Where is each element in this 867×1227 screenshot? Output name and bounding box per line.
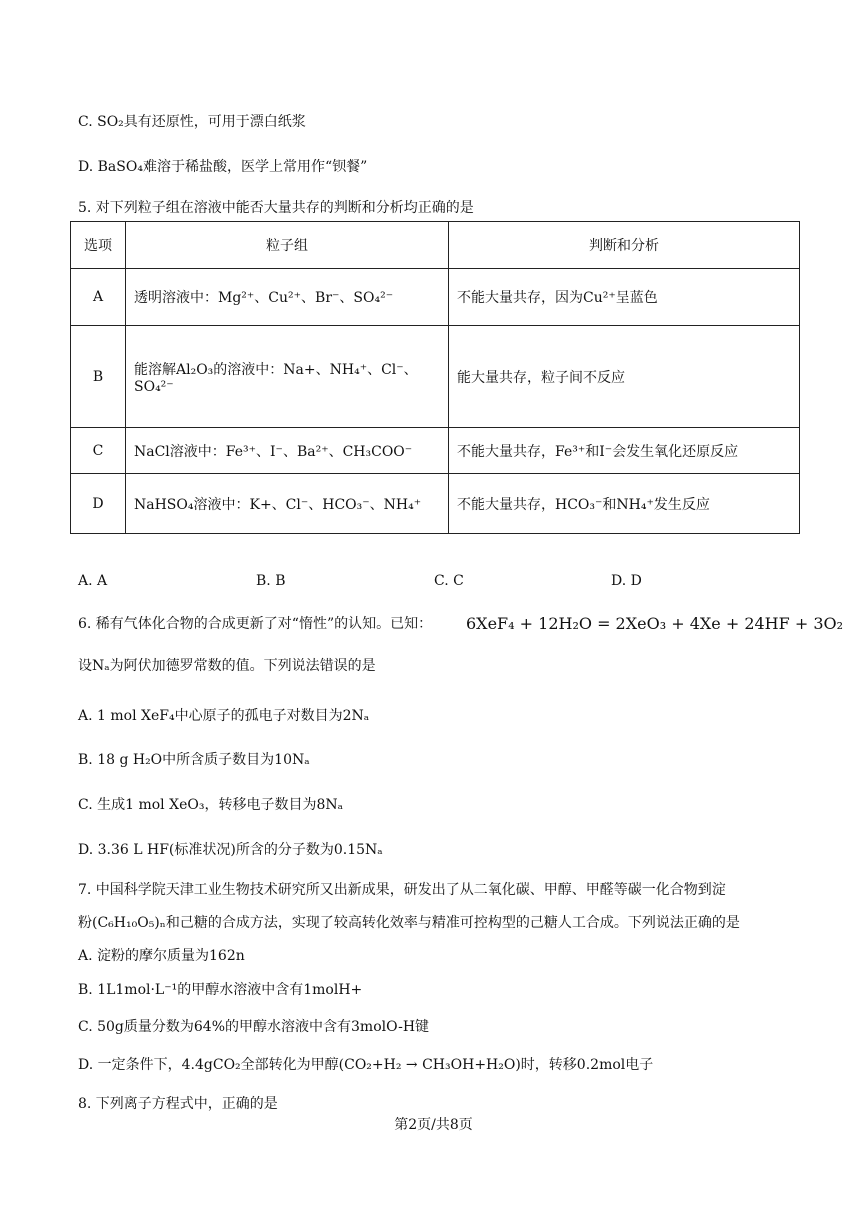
q5-option-c: C. C: [434, 573, 464, 589]
table-header-row: [71, 222, 800, 269]
row-option: A: [71, 269, 126, 326]
row-ions: 能溶解Al₂O₃的溶液中：Na+、NH₄⁺、Cl⁻、SO₄²⁻: [126, 326, 449, 428]
q5-option-b: B. B: [256, 573, 286, 589]
q5-options: [78, 573, 778, 593]
q7-option-d: D. 一定条件下，4.4gCO₂全部转化为甲醇(CO₂+H₂ → CH₃OH+H₂O)时，转移0.2mol电子: [78, 1057, 654, 1073]
row-option: D: [71, 474, 126, 534]
row-option: B: [71, 326, 126, 428]
table-row: [71, 326, 800, 428]
row-ions: NaCl溶液中：Fe³⁺、I⁻、Ba²⁺、CH₃COO⁻: [126, 428, 449, 474]
q7-option-c: C. 50g质量分数为64%的甲醇水溶液中含有3molO-H键: [78, 1019, 430, 1035]
line-c-so2: C. SO₂具有还原性，可用于漂白纸浆: [78, 114, 306, 130]
question-8: 8. 下列离子方程式中，正确的是: [78, 1096, 278, 1112]
question-6-equation: 6XeF₄ + 12H₂O = 2XeO₃ + 4Xe + 24HF + 3O₂: [466, 614, 844, 633]
q6-option-a: A. 1 mol XeF₄中心原子的孤电子对数目为2Nₐ: [78, 708, 370, 724]
q7-option-b: B. 1L1mol·L⁻¹的甲醇水溶液中含有1molH+: [78, 982, 363, 998]
page-footer: 第2页/共8页: [394, 1117, 473, 1133]
line-d-baso4: D. BaSO₄难溶于稀盐酸，医学上常用作“钡餐”: [78, 159, 368, 175]
q6-option-d: D. 3.36 L HF(标准状况)所含的分子数为0.15Nₐ: [78, 842, 383, 858]
row-option: C: [71, 428, 126, 474]
question-5: 5. 对下列粒子组在溶液中能否大量共存的判断和分析均正确的是: [78, 200, 474, 216]
row-judge: 不能大量共存，HCO₃⁻和NH₄⁺发生反应: [449, 474, 800, 534]
header-ions: 粒子组: [126, 222, 449, 269]
table-row: [71, 428, 800, 474]
question-6-na: 设Nₐ为阿伏加德罗常数的值。下列说法错误的是: [78, 658, 376, 674]
q7-option-a: A. 淀粉的摩尔质量为162n: [78, 948, 245, 964]
q6-option-b: B. 18 g H₂O中所含质子数目为10Nₐ: [78, 752, 310, 768]
row-ions: NaHSO₄溶液中：K+、Cl⁻、HCO₃⁻、NH₄⁺: [126, 474, 449, 534]
question-7-line2: 粉(C₆H₁₀O₅)ₙ和己糖的合成方法，实现了较高转化效率与精准可控构型的己糖人工合成。下列说法正确的是: [78, 915, 740, 931]
table-row: [71, 474, 800, 534]
question-7-line1: 7. 中国科学院天津工业生物技术研究所又出新成果，研发出了从二氧化碳、甲醇、甲醛等碳一化合物到淀: [78, 882, 726, 898]
header-judge: 判断和分析: [449, 222, 800, 269]
particle-table: [70, 221, 800, 534]
q5-option-a: A. A: [78, 573, 108, 589]
question-6: 6. 稀有气体化合物的合成更新了对“惰性”的认知。已知：: [78, 616, 433, 632]
q6-option-c: C. 生成1 mol XeO₃，转移电子数目为8Nₐ: [78, 797, 344, 813]
row-judge: 能大量共存，粒子间不反应: [449, 326, 800, 428]
table-row: [71, 269, 800, 326]
q5-option-d: D. D: [611, 573, 642, 589]
row-judge: 不能大量共存，Fe³⁺和I⁻会发生氧化还原反应: [449, 428, 800, 474]
row-ions: 透明溶液中：Mg²⁺、Cu²⁺、Br⁻、SO₄²⁻: [126, 269, 449, 326]
header-option: 选项: [71, 222, 126, 269]
row-judge: 不能大量共存，因为Cu²⁺呈蓝色: [449, 269, 800, 326]
